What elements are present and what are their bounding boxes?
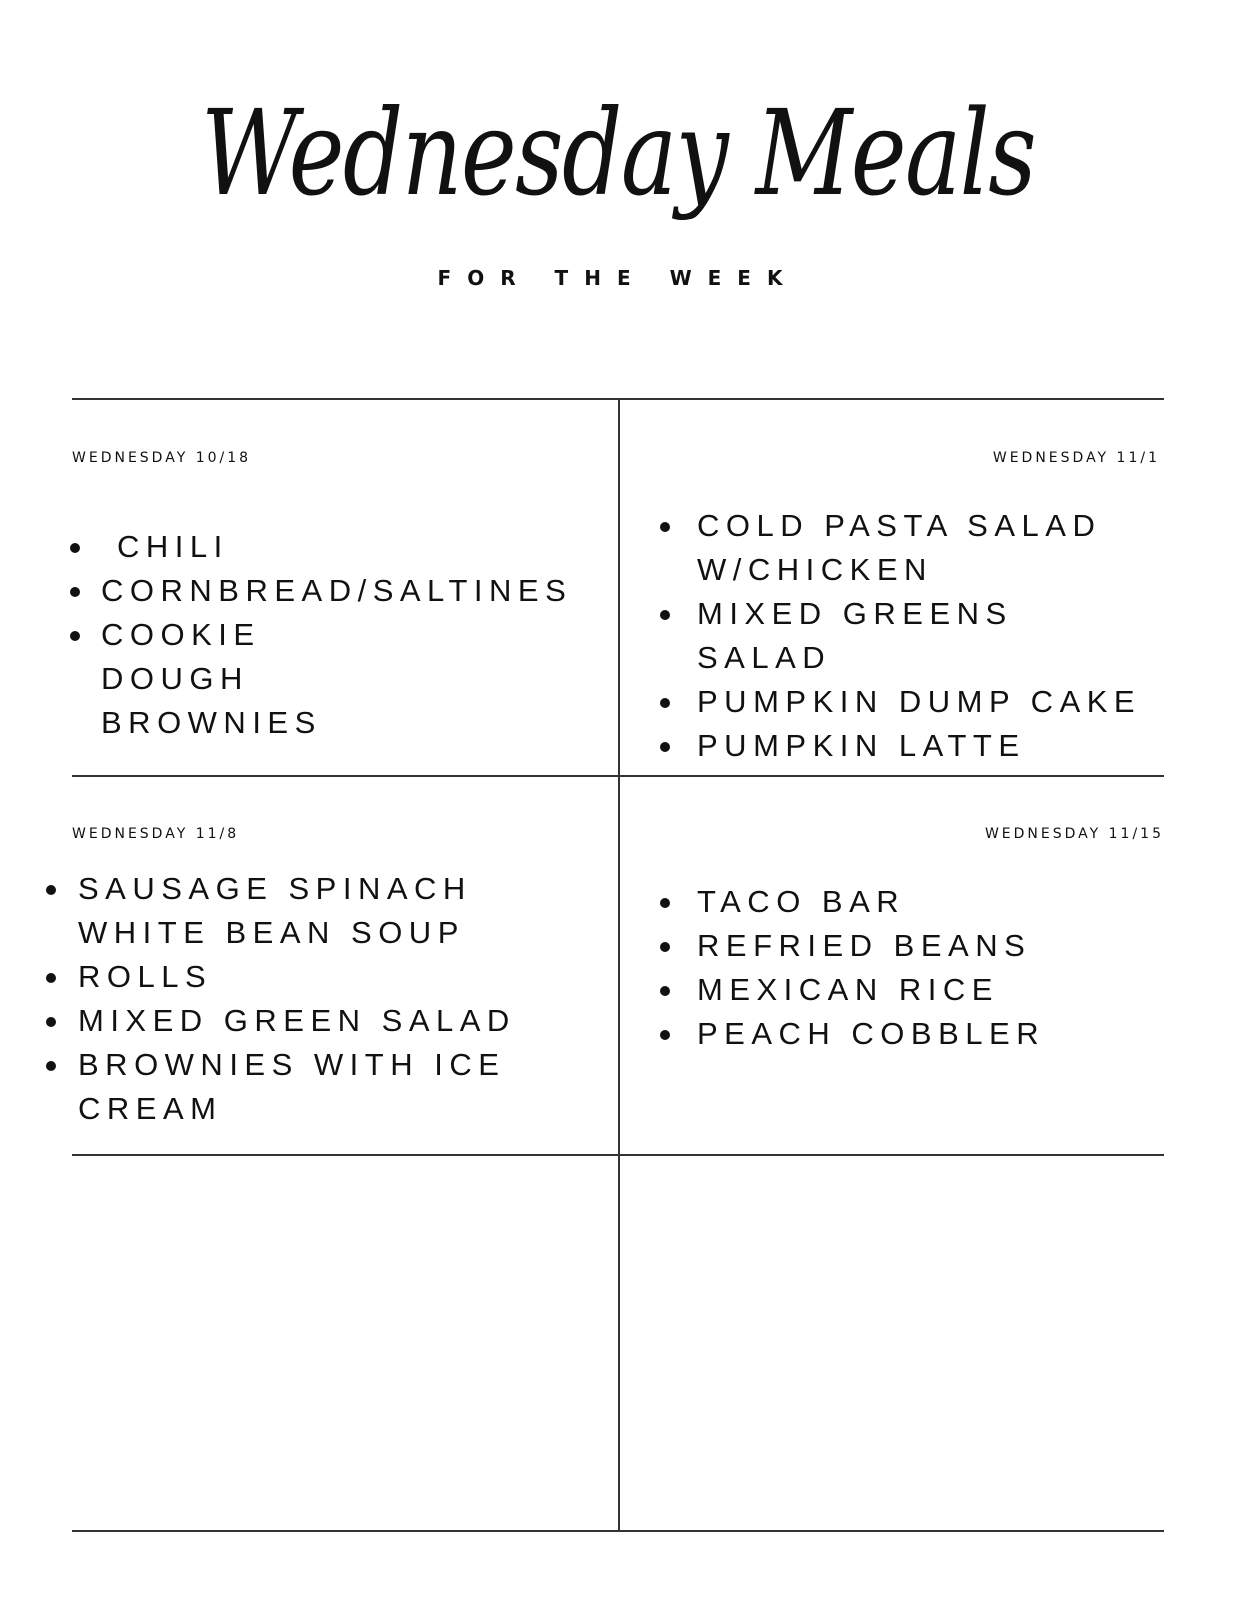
- list-item: CHILI: [70, 525, 590, 569]
- list-item: CORNBREAD/SALTINES: [70, 569, 590, 613]
- list-item: REFRIED BEANS: [660, 924, 1160, 968]
- meal-list-3: [46, 867, 616, 1131]
- list-item: COOKIE DOUGH BROWNIES: [70, 613, 401, 745]
- cell-date-1: WEDNESDAY 10/18: [72, 450, 252, 466]
- meal-list-4: [660, 880, 1160, 1056]
- page-subtitle: FOR THE WEEK: [437, 266, 799, 290]
- list-item: COLD PASTA SALAD W/CHICKEN: [660, 504, 1117, 592]
- grid-divider-vertical: [618, 399, 620, 1531]
- list-item: ROLLS: [46, 955, 616, 999]
- meal-list-1: [70, 525, 590, 745]
- list-item: PUMPKIN LATTE: [660, 724, 1160, 768]
- list-item: MIXED GREENS SALAD: [660, 592, 1160, 680]
- list-item: BROWNIES WITH ICE CREAM: [46, 1043, 508, 1131]
- cell-date-4: WEDNESDAY 11/15: [984, 826, 1164, 842]
- cell-date-2: WEDNESDAY 11/1: [992, 450, 1160, 466]
- cell-date-3: WEDNESDAY 11/8: [72, 826, 240, 842]
- list-item: MIXED GREEN SALAD: [46, 999, 616, 1043]
- list-item: MEXICAN RICE: [660, 968, 1160, 1012]
- list-item: PEACH COBBLER: [660, 1012, 1160, 1056]
- list-item: SAUSAGE SPINACH WHITE BEAN SOUP: [46, 867, 616, 955]
- list-item: PUMPKIN DUMP CAKE: [660, 680, 1160, 724]
- page-title: Wednesday Meals: [200, 84, 1036, 222]
- list-item: TACO BAR: [660, 880, 1160, 924]
- meal-list-2: [660, 504, 1160, 768]
